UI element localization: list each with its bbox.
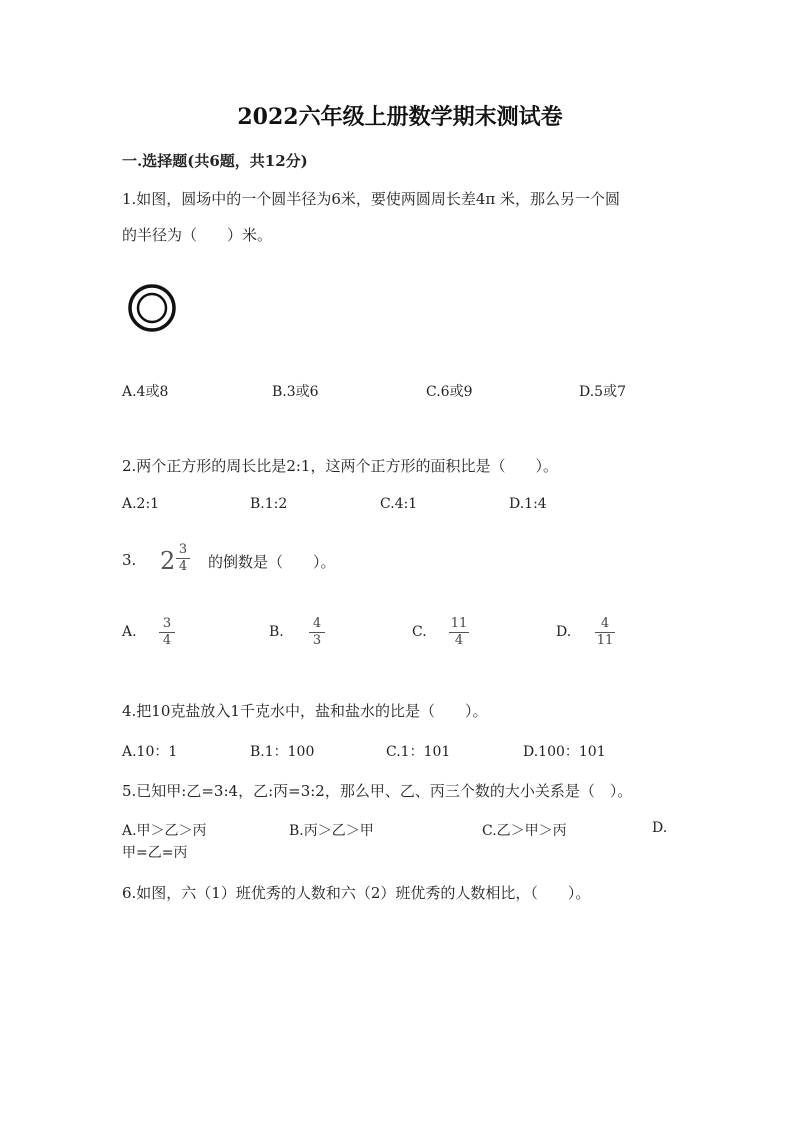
question-4-option-d[interactable]: D.100：101 [523,744,606,760]
question-2-option-d[interactable]: D.1:4 [509,496,547,512]
question-3-option-d-fraction[interactable]: 4 11 [596,616,614,648]
question-5-option-b[interactable]: B.丙＞乙＞甲 [289,823,374,839]
mixed-whole: 2 [160,547,176,575]
question-3-option-d-letter[interactable]: D. [556,624,572,640]
question-5-option-a[interactable]: A.甲＞乙＞丙 [122,823,207,839]
question-4-option-b[interactable]: B.1：100 [250,744,315,760]
inner-circle [138,294,166,322]
question-2-option-b[interactable]: B.1:2 [250,496,288,512]
question-3-option-c-fraction[interactable]: 11 4 [450,616,468,648]
question-1-option-a[interactable]: A.4或8 [122,384,169,400]
question-3-option-c-letter[interactable]: C. [412,624,427,640]
question-5-option-d-text[interactable]: 甲=乙=丙 [122,845,188,861]
outer-circle [130,286,174,330]
question-1-text-line2: 的半径为（ ）米。 [122,226,273,244]
question-1-option-b[interactable]: B.3或6 [272,384,319,400]
question-1-option-c[interactable]: C.6或9 [426,384,473,400]
question-4-option-c[interactable]: C.1：101 [386,744,451,760]
question-3-option-b-letter[interactable]: B. [269,624,284,640]
question-3-number: 3. [122,551,137,569]
section-heading: 一.选择题(共6题，共12分) [122,152,308,170]
question-2-option-c[interactable]: C.4:1 [380,496,418,512]
question-2-text: 2.两个正方形的周长比是2:1，这两个正方形的面积比是（ ）。 [122,457,558,475]
question-3-text: 的倒数是（ ）。 [208,553,336,571]
question-3-option-b-fraction[interactable]: 4 3 [309,617,325,648]
concentric-circles-figure [128,284,176,332]
question-3-option-a-fraction[interactable]: 3 4 [159,617,175,648]
question-1-option-d[interactable]: D.5或7 [579,384,626,400]
question-1-text-line1: 1.如图，圆场中的一个圆半径为6米，要使两圆周长差4π 米，那么另一个圆 [122,190,621,208]
question-5-option-d[interactable]: D. [652,820,668,836]
mixed-number-two-and-three-quarters [160,543,194,579]
question-3-option-a-letter[interactable]: A. [122,624,137,640]
question-6-text: 6.如图，六（1）班优秀的人数和六（2）班优秀的人数相比，（ ）。 [122,884,591,902]
page-title: 2022六年级上册数学期末测试卷 [237,104,563,130]
question-4-text: 4.把10克盐放入1千克水中，盐和盐水的比是（ ）。 [122,702,488,720]
question-2-option-a[interactable]: A.2:1 [122,496,160,512]
question-4-option-a[interactable]: A.10：1 [122,744,178,760]
question-5-text: 5.已知甲:乙=3:4，乙:丙=3:2，那么甲、乙、丙三个数的大小关系是（ ）。 [122,782,633,800]
mixed-fraction: 3 4 [176,543,190,574]
question-5-option-c[interactable]: C.乙＞甲＞丙 [482,823,567,839]
